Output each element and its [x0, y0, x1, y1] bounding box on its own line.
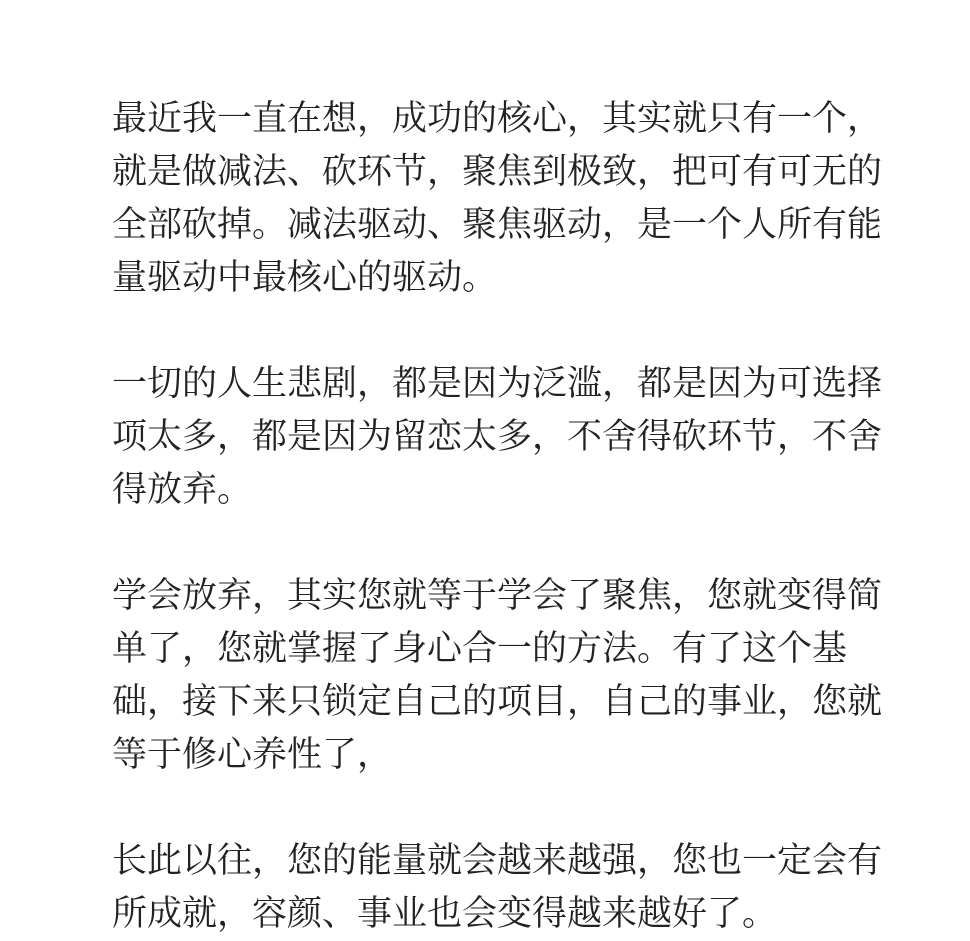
- text-line: 一切的人生悲剧，都是因为泛滥，都是因为可选择: [112, 364, 883, 404]
- text-line: 等于修心养性了，: [112, 735, 393, 775]
- paragraph-spacer: [112, 782, 872, 835]
- text-line: 所成就，容颜、事业也会变得越来越好了。: [112, 894, 778, 934]
- text-line: 单了，您就掌握了身心合一的方法。有了这个基: [112, 629, 848, 669]
- text-line: 得放弃。: [112, 470, 253, 510]
- text-line: 长此以往，您的能量就会越来越强，您也一定会有: [112, 841, 883, 881]
- paragraph-2: [112, 358, 883, 517]
- text-line: 全部砍掉。减法驱动、聚焦驱动，是一个人所有能: [112, 205, 883, 245]
- text-line: 量驱动中最核心的驱动。: [112, 258, 498, 298]
- article-body: [112, 93, 883, 941]
- text-line: 就是做减法、砍环节，聚焦到极致，把可有可无的: [112, 152, 883, 192]
- paragraph-3: [112, 570, 883, 782]
- paragraph-spacer: [112, 517, 872, 570]
- paragraph-1: [112, 93, 883, 305]
- text-line: 项太多，都是因为留恋太多，不舍得砍环节，不舍: [112, 417, 883, 457]
- text-line: 最近我一直在想，成功的核心，其实就只有一个，: [112, 99, 883, 139]
- text-line: 学会放弃，其实您就等于学会了聚焦，您就变得简: [112, 576, 883, 616]
- paragraph-spacer: [112, 305, 872, 358]
- paragraph-4: [112, 835, 883, 941]
- text-line: 础，接下来只锁定自己的项目，自己的事业，您就: [112, 682, 883, 722]
